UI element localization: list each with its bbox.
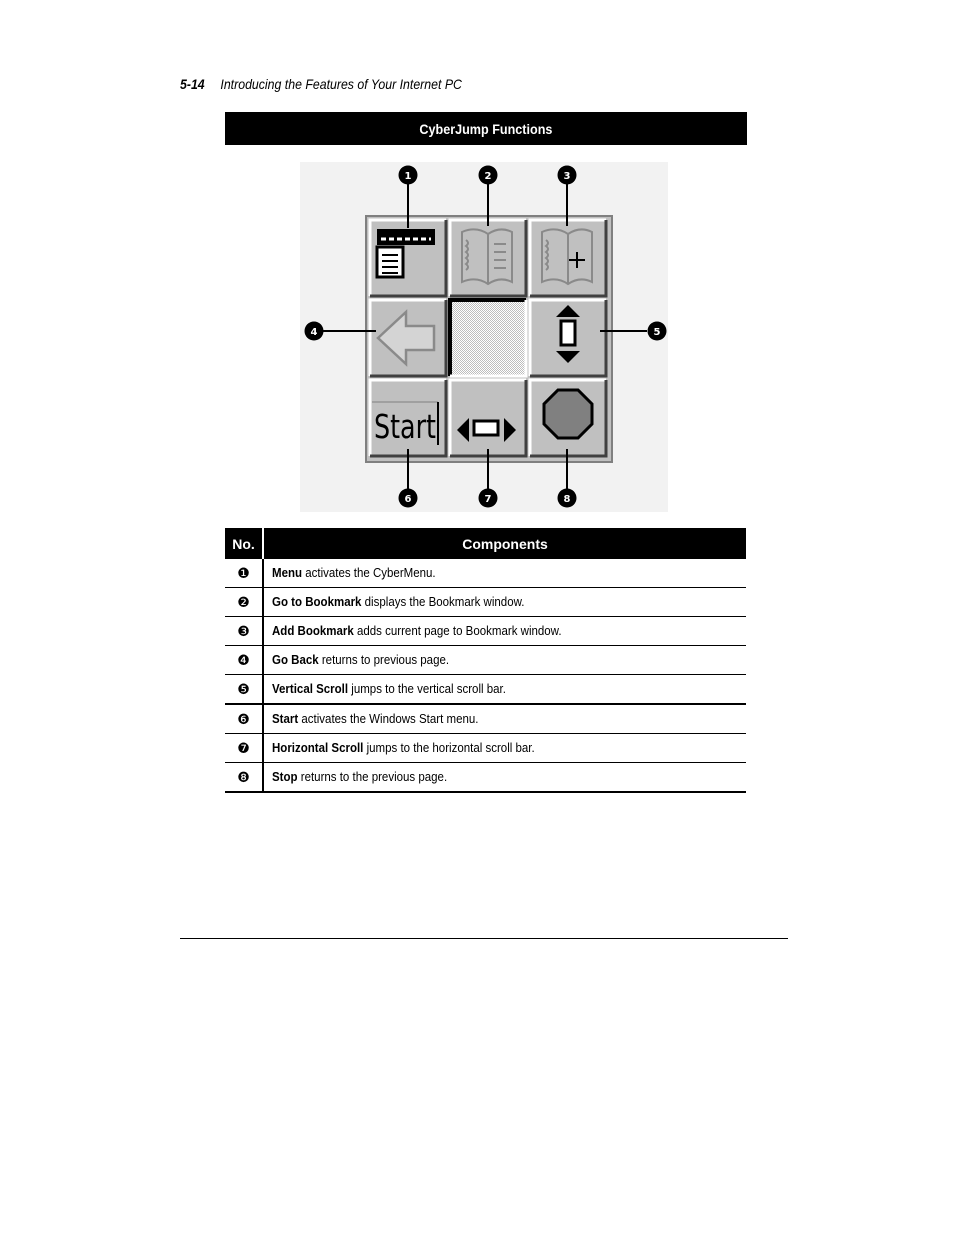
component-name: Horizontal Scroll [272,741,364,755]
row-number: ❷ [225,588,263,617]
table-row [225,588,746,617]
running-header [180,76,462,92]
figure-title [225,112,747,145]
component-text: jumps to the vertical scroll bar. [348,682,506,696]
vertical-scroll-button[interactable] [530,300,606,376]
svg-text:7: 7 [484,494,492,505]
chapter-title: Introducing the Features of Your Internet PC [220,76,462,92]
component-name: Vertical Scroll [272,682,349,696]
footer-rule [180,938,788,939]
stop-button[interactable] [530,380,606,456]
row-description [263,734,746,763]
menu-button[interactable] [370,220,446,296]
component-name: Stop [272,770,298,784]
callout-4 [305,322,324,341]
page-number: 5-14 [180,76,205,92]
table-row [225,763,746,793]
component-text: jumps to the horizontal scroll bar. [363,741,535,755]
row-number: ❼ [225,734,263,763]
callout-3 [558,166,577,185]
svg-text:8: 8 [563,494,571,505]
callout-1 [399,166,418,185]
svg-text:5: 5 [653,327,661,338]
row-description [263,617,746,646]
row-number: ❻ [225,704,263,734]
row-number: ❺ [225,675,263,705]
row-number: ❶ [225,559,263,588]
row-description [263,704,746,734]
row-description [263,646,746,675]
table-row [225,646,746,675]
cyberjump-figure [300,162,668,512]
component-text: activates the Windows Start menu. [298,712,479,726]
figure-title-text: CyberJump Functions [419,120,553,137]
table-row [225,559,746,588]
component-name: Add Bookmark [272,624,354,638]
row-description [263,559,746,588]
center-pad [450,300,526,376]
component-text: adds current page to Bookmark window. [353,624,562,638]
go-back-button[interactable] [370,300,446,376]
row-description [263,588,746,617]
vertical-scroll-icon [556,305,580,363]
callout-7 [479,489,498,508]
horizontal-scroll-button[interactable] [450,380,526,456]
table-header-row [225,528,746,559]
row-description [263,675,746,705]
column-header-no: No. [225,528,263,559]
table-row [225,704,746,734]
stop-icon [544,390,592,438]
component-name: Go Back [272,653,319,667]
add-bookmark-button[interactable] [530,220,606,296]
start-icon [372,402,438,446]
component-name: Start [272,712,299,726]
table-row [225,675,746,705]
svg-text:2: 2 [484,171,492,182]
svg-text:1: 1 [404,171,412,182]
component-text: activates the CyberMenu. [302,566,436,580]
svg-text:6: 6 [404,494,412,505]
row-description [263,763,746,793]
row-number: ❽ [225,763,263,793]
svg-text:3: 3 [563,171,571,182]
table-row [225,734,746,763]
callout-2 [479,166,498,185]
svg-text:4: 4 [310,327,318,338]
table-row [225,617,746,646]
callout-5 [648,322,667,341]
components-table [225,528,746,793]
row-number: ❸ [225,617,263,646]
callout-6 [399,489,418,508]
callout-8 [558,489,577,508]
row-number: ❹ [225,646,263,675]
component-name: Menu [272,566,303,580]
start-button-label: Start [374,407,437,446]
component-text: returns to the previous page. [297,770,448,784]
start-button[interactable] [370,380,446,456]
go-to-bookmark-button[interactable] [450,220,526,296]
component-name: Go to Bookmark [272,595,362,609]
component-text: returns to previous page. [318,653,450,667]
column-header-components: Components [263,528,746,559]
component-text: displays the Bookmark window. [361,595,525,609]
